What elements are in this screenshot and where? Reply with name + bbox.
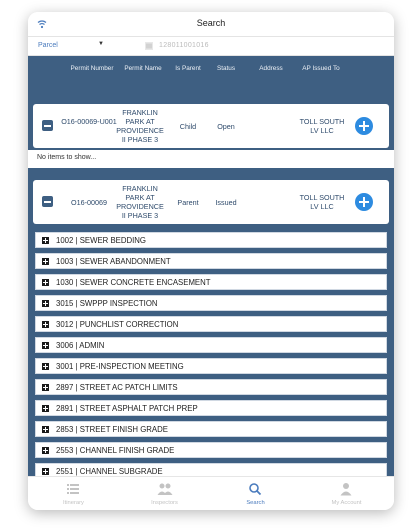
list-item[interactable]: 2551 | CHANNEL SUBGRADE [35, 463, 387, 479]
column-header-permit-number: Permit Number [70, 65, 114, 72]
list-item[interactable]: 3012 | PUNCHLIST CORRECTION [35, 316, 387, 332]
permit-number: O16-00069-U001 [61, 117, 117, 126]
person-icon [339, 482, 353, 496]
tab-my-account[interactable]: My Account [301, 477, 392, 510]
expand-icon[interactable] [42, 321, 49, 328]
table-header [28, 56, 394, 80]
top-bar [28, 12, 394, 34]
expand-icon[interactable] [42, 384, 49, 391]
list-item[interactable]: 2891 | STREET ASPHALT PATCH PREP [35, 400, 387, 416]
expand-icon[interactable] [42, 342, 49, 349]
search-input[interactable]: 128011001016 [159, 42, 209, 49]
app-window [28, 12, 394, 510]
list-item[interactable]: 1030 | SEWER CONCRETE ENCASEMENT [35, 274, 387, 290]
expand-icon[interactable] [42, 258, 49, 265]
status: Issued [215, 198, 237, 207]
issued-to: TOLL SOUTH LV LLC [299, 193, 345, 211]
list-item[interactable]: 1002 | SEWER BEDDING [35, 232, 387, 248]
expand-icon[interactable] [42, 300, 49, 307]
tab-inspectors[interactable]: Inspectors [119, 477, 210, 510]
permit-name: FRANKLIN PARK AT PROVIDENCE II PHASE 3 [116, 108, 164, 144]
caret-down-icon[interactable]: ▼ [98, 41, 104, 47]
search-icon [248, 482, 262, 496]
column-header-is-parent: Is Parent [175, 65, 201, 72]
page-title: Search [196, 18, 226, 28]
add-inspection-button[interactable] [355, 193, 373, 211]
collapse-icon[interactable] [42, 120, 53, 131]
permit-number: O16-00069 [71, 198, 107, 207]
status: Open [217, 122, 235, 131]
filter-select[interactable]: Parcel [38, 42, 58, 49]
search-bar [28, 36, 394, 56]
column-header-permit-name: Permit Name [124, 65, 162, 72]
permit-card-child [33, 104, 389, 148]
collapse-icon[interactable] [42, 196, 53, 207]
expand-icon[interactable] [42, 468, 49, 475]
barcode-icon [145, 42, 153, 50]
results-panel [28, 56, 394, 476]
is-parent: Parent [177, 198, 199, 207]
list-item[interactable]: 2897 | STREET AC PATCH LIMITS [35, 379, 387, 395]
column-header-status: Status [216, 65, 236, 72]
list-item[interactable]: 3015 | SWPPP INSPECTION [35, 295, 387, 311]
column-header-ap-issued-to: AP Issued To [302, 65, 340, 72]
list-item[interactable]: 3006 | ADMIN [35, 337, 387, 353]
list-item[interactable]: 3001 | PRE-INSPECTION MEETING [35, 358, 387, 374]
permit-name: FRANKLIN PARK AT PROVIDENCE II PHASE 3 [116, 184, 164, 220]
expand-icon[interactable] [42, 363, 49, 370]
list-item[interactable]: 1003 | SEWER ABANDONMENT [35, 253, 387, 269]
add-inspection-button[interactable] [355, 117, 373, 135]
permit-card-parent [33, 180, 389, 224]
expand-icon[interactable] [42, 237, 49, 244]
tab-itinerary[interactable]: Itinerary [28, 477, 119, 510]
expand-icon[interactable] [42, 405, 49, 412]
expand-icon[interactable] [42, 447, 49, 454]
list-item[interactable]: 2853 | STREET FINISH GRADE [35, 421, 387, 437]
expand-icon[interactable] [42, 426, 49, 433]
bottom-tab-bar [28, 476, 394, 510]
is-parent: Child [179, 122, 197, 131]
list-item[interactable]: 2553 | CHANNEL FINISH GRADE [35, 442, 387, 458]
column-header-address: Address [259, 65, 283, 72]
empty-list-message: No items to show... [28, 150, 394, 168]
issued-to: TOLL SOUTH LV LLC [299, 117, 345, 135]
people-icon [157, 482, 173, 496]
expand-icon[interactable] [42, 279, 49, 286]
list-icon [66, 482, 80, 496]
tab-search[interactable]: Search [210, 477, 301, 510]
